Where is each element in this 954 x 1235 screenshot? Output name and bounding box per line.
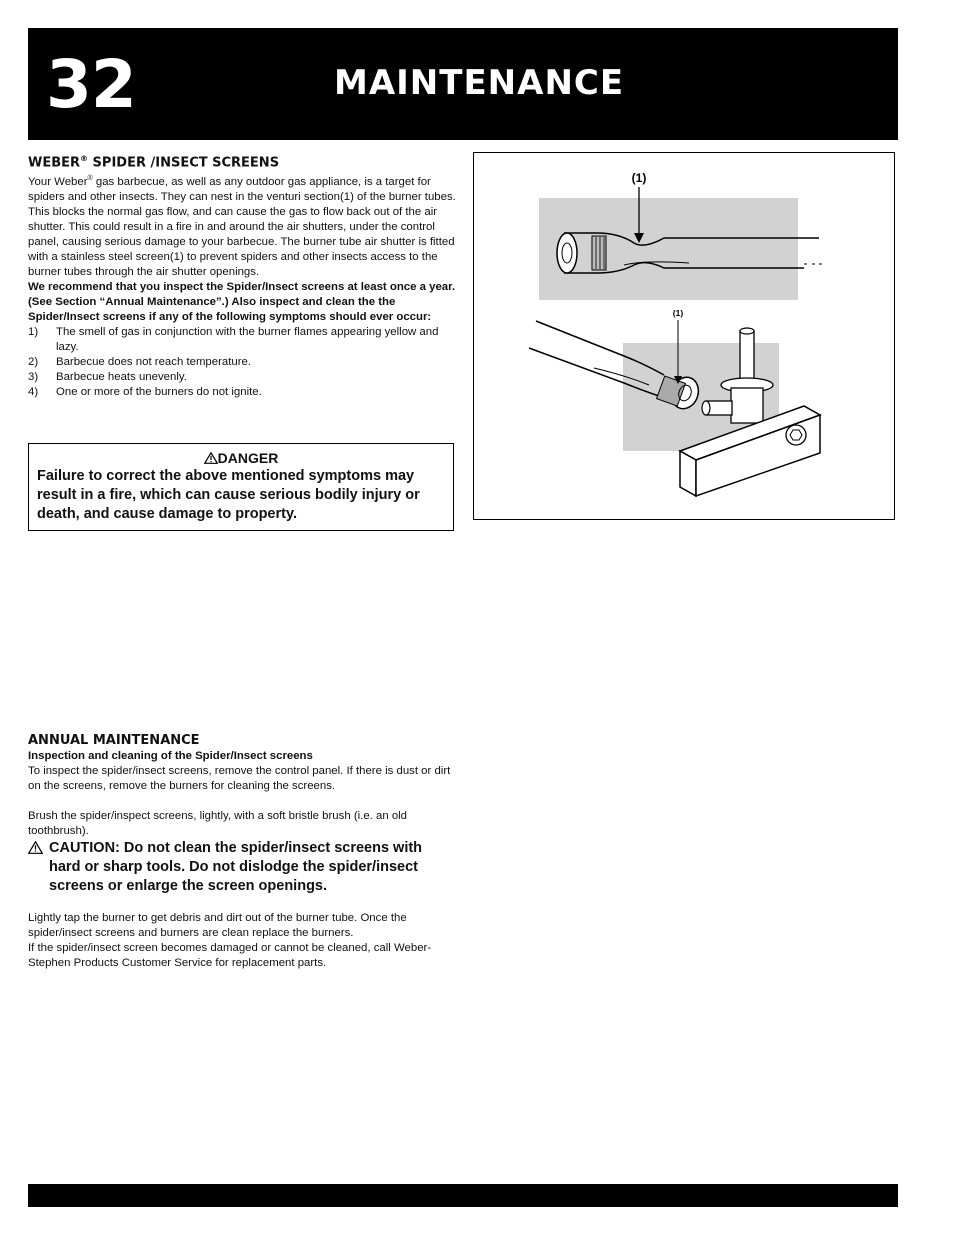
list-item: 1) The smell of gas in conjunction with the burner flames appearing yellow and lazy. (28, 326, 439, 354)
section-heading-annual: ANNUAL MAINTENANCE (28, 733, 200, 748)
page-number: 32 (46, 46, 136, 123)
footer-bar (28, 1184, 898, 1207)
warning-icon (204, 452, 218, 464)
annual-maintenance-section (28, 733, 456, 971)
paragraph: Lightly tap the burner to get debris and dirt out of the burner tube. Once the spider/insect screens and burners are clean replace the burners. (28, 912, 407, 939)
paragraph: To inspect the spider/insect screens, remove the control panel. If there is dust or dirt on the screens, remove the burners for cleaning the screens. (28, 765, 451, 792)
callout-label-bottom: (1) (672, 308, 684, 318)
intro-paragraph: Your Weber® gas barbecue, as well as any outdoor gas appliance, is a target for spiders and other insects. They can nest in the venturi section(1) of the burner tubes. This blocks the normal gas flow, and can cause the gas to flow back out of the air shutter. This could result in a fire in and around the air shutters, under the control panel, causing serious damage to your barbecue. The burner tube air shutter is fitted with a stainless steel screen(1) to prevent spiders and other insects access to the burner tubes through the air shutter openings. (28, 175, 456, 279)
danger-box (28, 443, 454, 531)
recommendation-paragraph: We recommend that you inspect the Spider/Insect screens at least once a year. (See Section “Annual Maintenance”.) Also inspect and clean the the Spider/Insect screens if any of the following symptoms should ever occur: (28, 281, 456, 324)
subheading: Inspection and cleaning of the Spider/Insect screens (28, 750, 313, 762)
section-heading-spider: WEBER® SPIDER /INSECT SCREENS (28, 154, 280, 171)
page-title: MAINTENANCE (334, 63, 625, 103)
paragraph: Brush the spider/inspect screens, lightly, with a soft bristle brush (i.e. an old toothbrush). (28, 810, 408, 837)
symptom-list (28, 325, 456, 400)
page-header (28, 28, 898, 140)
paragraph: If the spider/insect screen becomes damaged or cannot be cleaned, call Weber-Stephen Products Customer Service for replacement parts. (28, 942, 432, 969)
list-item: 2) Barbecue does not reach temperature. (28, 356, 252, 369)
list-item: 4) One or more of the burners do not ignite. (28, 386, 262, 399)
danger-heading: DANGER (29, 449, 453, 467)
list-item: 3) Barbecue heats unevenly. (28, 371, 187, 384)
caution-notice: CAUTION: Do not clean the spider/insect screens with hard or sharp tools. Do not dislodge the spider/insect screens or enlarge the screen openings. (28, 839, 456, 896)
warning-icon (28, 841, 43, 854)
spider-screens-section (28, 151, 456, 400)
burner-tube-diagram (474, 153, 894, 519)
danger-text: Failure to correct the above mentioned symptoms may result in a fire, which can cause serious bodily injury or death, and cause damage to property. (37, 468, 420, 522)
callout-label-top: (1) (631, 171, 647, 185)
burner-illustration (473, 152, 895, 520)
